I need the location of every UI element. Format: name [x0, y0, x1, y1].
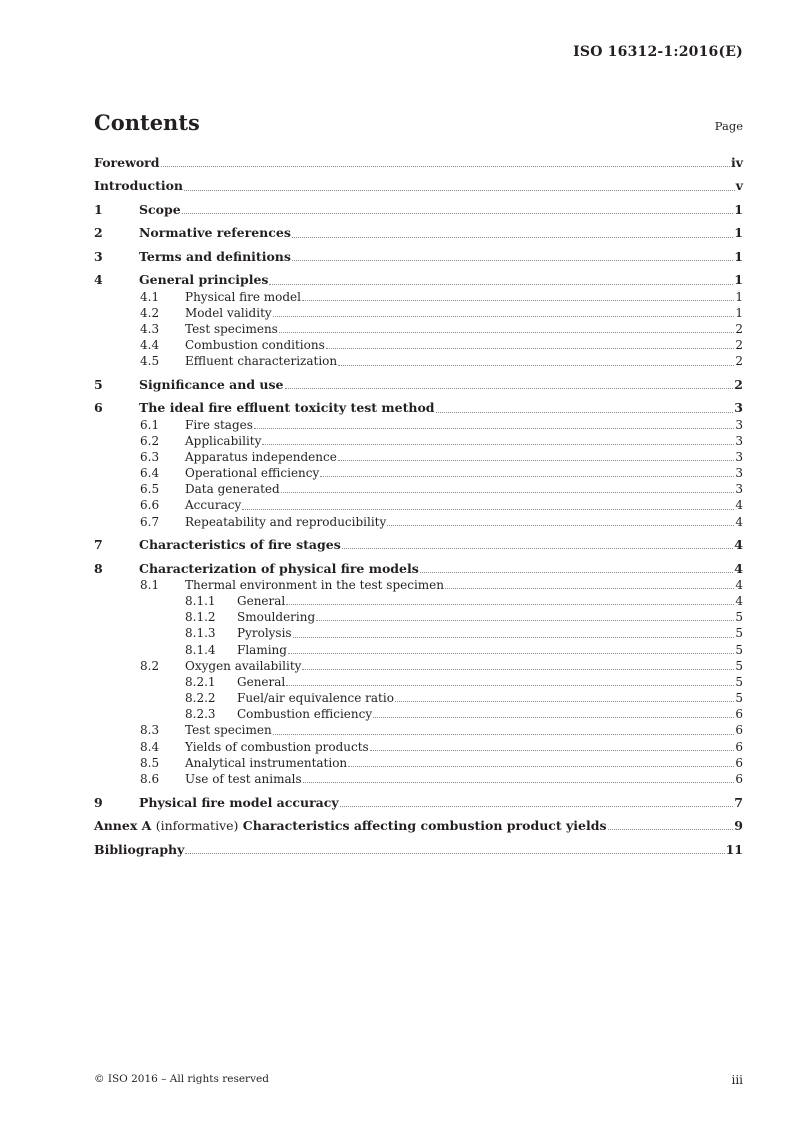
toc-entry-page: 1 — [734, 225, 743, 241]
dot-leader — [279, 332, 735, 333]
dot-leader — [420, 572, 734, 573]
toc-entry[interactable] — [94, 818, 743, 834]
toc-entry[interactable] — [94, 449, 743, 465]
toc-entry-page: 4 — [735, 498, 743, 513]
toc-entry-number: 8.1.4 — [185, 642, 216, 657]
dot-leader — [292, 260, 733, 261]
toc-entry-number: 5 — [94, 376, 103, 392]
dot-leader — [302, 669, 734, 670]
toc-entry-title: Fuel/air equivalence ratio — [237, 691, 394, 706]
toc-entry-page: 6 — [735, 772, 743, 787]
toc-entry-page: 3 — [735, 482, 743, 497]
toc-entry-title: Model validity — [185, 305, 272, 320]
toc-entry-number: 8 — [94, 560, 103, 576]
toc-entry-title: Use of test animals — [185, 772, 302, 787]
page-title: Contents — [94, 110, 200, 135]
toc-entry-number: 6.7 — [140, 514, 160, 529]
annex-note: (informative) — [155, 818, 239, 834]
toc-entry-page: 1 — [735, 305, 743, 320]
toc-entry-number: 6.5 — [140, 482, 160, 497]
toc-entry[interactable] — [94, 722, 743, 738]
dot-leader — [273, 316, 735, 317]
toc-entry-number: 6.2 — [140, 433, 160, 448]
page-footer — [94, 1073, 743, 1087]
annex-label: Annex A — [94, 818, 152, 834]
toc-entry-title: Pyrolysis — [237, 626, 292, 641]
toc-entry[interactable] — [94, 337, 743, 353]
toc-entry[interactable] — [94, 706, 743, 722]
toc-entry-title: General principles — [139, 272, 269, 288]
dot-leader — [370, 750, 735, 751]
toc-entry-number: 6.3 — [140, 449, 160, 464]
toc-entry[interactable] — [94, 690, 743, 706]
copyright-notice: © ISO 2016 – All rights reserved — [94, 1073, 269, 1085]
toc-entry[interactable] — [94, 377, 743, 393]
toc-entry-title: General — [237, 593, 286, 608]
toc-entry-page: 1 — [735, 289, 743, 304]
toc-entry[interactable] — [94, 155, 743, 171]
toc-entry[interactable] — [94, 755, 743, 771]
toc-entry[interactable] — [94, 537, 743, 553]
toc-entry-number: 4 — [94, 272, 103, 288]
page-column-label: Page — [714, 119, 743, 133]
toc-entry-page: 5 — [735, 691, 743, 706]
toc-entry-title: Characterization of physical fire models — [139, 560, 419, 576]
toc-entry[interactable] — [94, 739, 743, 755]
toc-entry[interactable] — [94, 249, 743, 265]
toc-entry-number: 1 — [94, 201, 103, 217]
toc-entry[interactable] — [94, 771, 743, 787]
toc-entry-title: Introduction — [94, 178, 184, 194]
toc-entry-number: 6.1 — [140, 417, 160, 432]
dot-leader — [348, 766, 734, 767]
toc-entry-page: 1 — [734, 272, 743, 288]
toc-entry[interactable] — [94, 577, 743, 593]
toc-entry[interactable] — [94, 433, 743, 449]
toc-entry[interactable] — [94, 561, 743, 577]
toc-entry-number: 8.2.3 — [185, 707, 216, 722]
toc-entry-page: 2 — [735, 338, 743, 353]
dot-leader — [338, 365, 734, 366]
toc-entry-page: 1 — [734, 248, 743, 264]
toc-entry[interactable] — [94, 593, 743, 609]
dot-leader — [320, 476, 734, 477]
dot-leader — [340, 806, 734, 807]
toc-entry[interactable] — [94, 514, 743, 530]
annex-heading: Characteristics affecting combustion product yields — [242, 818, 607, 834]
dot-leader — [269, 284, 733, 285]
toc-entry-title: Flaming — [237, 642, 287, 657]
toc-entry-number: 8.1.3 — [185, 626, 216, 641]
toc-entry-title: Effluent characterization — [185, 354, 338, 369]
toc-entry-page: 4 — [735, 593, 743, 608]
dot-leader — [262, 444, 734, 445]
toc-entry-number: 8.3 — [140, 723, 160, 738]
dot-leader — [286, 685, 734, 686]
toc-entry-number: 6.6 — [140, 498, 160, 513]
toc-entry-page: 11 — [725, 841, 743, 857]
table-of-contents — [94, 155, 743, 858]
toc-entry-title: Significance and use — [139, 376, 284, 392]
toc-entry-page: 4 — [735, 577, 743, 592]
toc-entry-page: 3 — [735, 466, 743, 481]
toc-entry[interactable] — [94, 497, 743, 513]
document-id-header: ISO 16312-1:2016(E) — [573, 44, 743, 60]
toc-entry[interactable] — [94, 353, 743, 369]
toc-entry-page: v — [735, 178, 743, 194]
toc-entry-title: Fire stages — [185, 417, 253, 432]
toc-entry-title: Operational efficiency — [185, 466, 320, 481]
toc-entry-title: Characteristics of fire stages — [139, 537, 341, 553]
toc-entry-page: 3 — [735, 417, 743, 432]
toc-entry-number: 8.2 — [140, 658, 160, 673]
toc-entry-page: 3 — [735, 449, 743, 464]
toc-entry-number: 4.5 — [140, 354, 160, 369]
page-number: iii — [731, 1073, 743, 1087]
dot-leader — [436, 412, 734, 413]
dot-leader — [288, 653, 734, 654]
dot-leader — [338, 460, 735, 461]
toc-entry[interactable] — [94, 658, 743, 674]
toc-entry-number: 9 — [94, 794, 103, 810]
toc-entry-page: 3 — [734, 400, 743, 416]
dot-leader — [185, 853, 724, 854]
toc-entry-number: 4.3 — [140, 321, 160, 336]
toc-entry-title: Terms and definitions — [139, 248, 291, 264]
toc-entry-title: Combustion conditions — [185, 338, 325, 353]
toc-entry[interactable] — [94, 481, 743, 497]
dot-leader — [273, 734, 735, 735]
dot-leader — [182, 213, 734, 214]
toc-entry-page: 6 — [735, 707, 743, 722]
toc-entry-page: 9 — [734, 818, 743, 834]
dot-leader — [303, 782, 735, 783]
toc-entry-number: 8.1 — [140, 577, 160, 592]
toc-entry-number: 8.2.2 — [185, 691, 216, 706]
toc-entry-title: Physical fire model — [185, 289, 301, 304]
toc-entry[interactable] — [94, 202, 743, 218]
toc-entry-title: Repeatability and reproducibility — [185, 514, 387, 529]
toc-entry-page: 5 — [735, 610, 743, 625]
toc-entry-page: 2 — [734, 376, 743, 392]
toc-entry-page: 5 — [735, 674, 743, 689]
toc-entry[interactable] — [94, 842, 743, 858]
dot-leader — [316, 620, 734, 621]
toc-entry-page: 6 — [735, 739, 743, 754]
toc-entry-title: Bibliography — [94, 841, 185, 857]
toc-entry-title: Test specimen — [185, 723, 272, 738]
dot-leader — [342, 548, 734, 549]
toc-entry-title: Test specimens — [185, 321, 278, 336]
dot-leader — [242, 509, 734, 510]
toc-entry[interactable] — [94, 225, 743, 241]
dot-leader — [184, 190, 735, 191]
toc-entry-number: 8.6 — [140, 772, 160, 787]
toc-entry-title: The ideal fire effluent toxicity test method — [139, 400, 435, 416]
toc-entry-title: Oxygen availability — [185, 658, 302, 673]
toc-entry[interactable] — [94, 400, 743, 416]
toc-entry-page: iv — [730, 155, 743, 170]
toc-entry[interactable] — [94, 795, 743, 811]
toc-entry-title: Physical fire model accuracy — [139, 794, 339, 810]
toc-annex-title — [94, 818, 607, 834]
toc-entry-page: 6 — [735, 723, 743, 738]
toc-entry-number: 8.1.1 — [185, 593, 216, 608]
toc-entry-page: 2 — [735, 354, 743, 369]
toc-entry-number: 8.4 — [140, 739, 160, 754]
dot-leader — [608, 829, 734, 830]
toc-entry[interactable] — [94, 642, 743, 658]
toc-entry-title: Smouldering — [237, 610, 316, 625]
toc-entry-title: General — [237, 674, 286, 689]
dot-leader — [395, 701, 734, 702]
toc-entry[interactable] — [94, 674, 743, 690]
toc-entry-title: Scope — [139, 201, 181, 217]
toc-entry-number: 8.5 — [140, 755, 160, 770]
toc-entry-page: 3 — [735, 433, 743, 448]
toc-entry[interactable] — [94, 417, 743, 433]
toc-entry[interactable] — [94, 465, 743, 481]
dot-leader — [373, 717, 734, 718]
toc-entry[interactable] — [94, 272, 743, 288]
toc-entry-title: Data generated — [185, 482, 280, 497]
toc-entry-number: 8.1.2 — [185, 610, 216, 625]
dot-leader — [254, 428, 734, 429]
toc-entry[interactable] — [94, 305, 743, 321]
toc-entry-title: Normative references — [139, 225, 291, 241]
toc-entry-number: 4.4 — [140, 338, 160, 353]
toc-entry-number: 4.2 — [140, 305, 160, 320]
dot-leader — [387, 525, 734, 526]
toc-entry-title: Thermal environment in the test specimen — [185, 577, 445, 592]
toc-entry-number: 2 — [94, 225, 103, 241]
toc-entry[interactable] — [94, 609, 743, 625]
toc-entry-number: 3 — [94, 248, 103, 264]
toc-entry-number: 6.4 — [140, 466, 160, 481]
toc-entry-page: 4 — [735, 514, 743, 529]
toc-entry-page: 5 — [735, 626, 743, 641]
dot-leader — [161, 166, 730, 167]
toc-entry-number: 6 — [94, 400, 103, 416]
toc-entry-page: 1 — [734, 201, 743, 217]
toc-entry-title: Combustion efficiency — [237, 707, 373, 722]
toc-entry-page: 4 — [734, 560, 743, 576]
toc-entry-number: 7 — [94, 537, 103, 553]
toc-entry-title: Yields of combustion products — [185, 739, 369, 754]
toc-entry[interactable] — [94, 625, 743, 641]
toc-entry[interactable] — [94, 178, 743, 194]
toc-entry-number: 8.2.1 — [185, 674, 216, 689]
toc-entry-title: Accuracy — [185, 498, 242, 513]
toc-entry-page: 6 — [735, 755, 743, 770]
toc-entry-title: Foreword — [94, 155, 160, 170]
toc-entry-page: 5 — [735, 658, 743, 673]
toc-entry-page: 2 — [735, 321, 743, 336]
dot-leader — [445, 588, 734, 589]
dot-leader — [293, 637, 735, 638]
toc-entry-page: 7 — [734, 794, 743, 810]
dot-leader — [281, 492, 735, 493]
dot-leader — [286, 604, 734, 605]
toc-entry-title: Analytical instrumentation — [185, 755, 348, 770]
dot-leader — [302, 300, 734, 301]
dot-leader — [292, 237, 733, 238]
toc-entry-page: 4 — [734, 537, 743, 553]
dot-leader — [326, 348, 735, 349]
toc-entry-page: 5 — [735, 642, 743, 657]
toc-entry[interactable] — [94, 289, 743, 305]
dot-leader — [285, 388, 734, 389]
toc-entry-title: Apparatus independence — [185, 449, 337, 464]
toc-entry-title: Applicability — [185, 433, 262, 448]
toc-entry-number: 4.1 — [140, 289, 160, 304]
toc-entry[interactable] — [94, 321, 743, 337]
